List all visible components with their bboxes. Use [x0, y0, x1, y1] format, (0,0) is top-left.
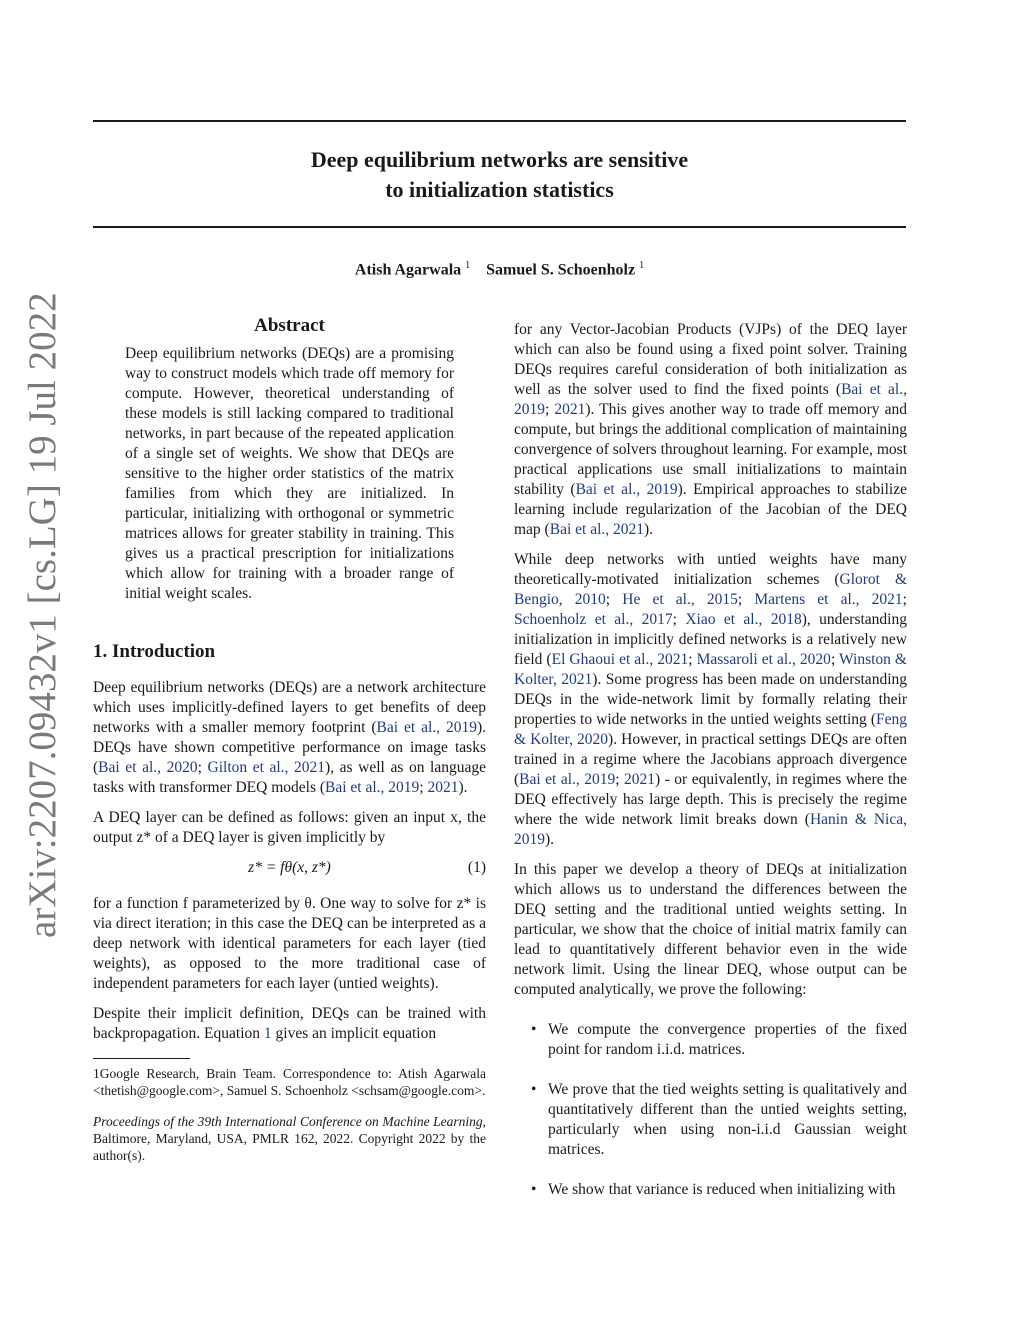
citation-link[interactable]: Bai et al., 2021 — [549, 521, 645, 538]
citation-link[interactable]: 2021 — [554, 401, 586, 418]
section-heading-introduction: 1. Introduction — [93, 641, 216, 662]
citation-link[interactable]: Massaroli et al., 2020 — [696, 651, 831, 668]
text-run: ; — [737, 591, 755, 608]
author-list — [93, 260, 906, 279]
text-run: ), as well as on language tasks with transformer DEQ models ( — [93, 759, 486, 796]
citation-link[interactable]: Feng & Kolter, 2020 — [514, 711, 907, 748]
citation-link[interactable]: Bai et al., 2019 — [376, 719, 477, 736]
text-run: ). However, in practical settings DEQs are often trained in a regime where the Jacobians approach divergence ( — [514, 731, 907, 788]
equation-number: (1) — [467, 859, 486, 876]
title-rule-top — [93, 120, 906, 122]
text-run: ; — [615, 771, 625, 788]
right-paragraph-1 — [514, 320, 907, 540]
left-column — [93, 316, 486, 1164]
text-run: gives an implicit equation — [271, 1025, 437, 1042]
title-line-2: to initialization statistics — [385, 177, 614, 202]
text-run: for any Vector-Jacobian Products (VJPs) of the DEQ layer which can also be found using a fixed point solver. Training DEQs requires careful consideration of both initialization as well as the solver used to find the fixed points ( — [514, 321, 907, 398]
text-run: ; — [197, 759, 208, 776]
citation-link[interactable]: Bai et al., 2020 — [98, 759, 198, 776]
text-run: ). — [458, 779, 468, 796]
text-run: ). — [545, 831, 555, 848]
citation-link[interactable]: Bai et al., 2019 — [519, 771, 616, 788]
intro-paragraph-3: for a function f parameterized by θ. One way to solve for z* is via direct iteration; in this case the DEQ can be interpreted as a deep network with identical parameters for each layer (tied weights), as opposed to the more traditional case of independent parameters for each layer (untied weights). — [93, 895, 486, 992]
title-line-1: Deep equilibrium networks are sensitive — [310, 147, 689, 172]
proceedings-notice — [93, 1113, 486, 1164]
list-item: • We show that variance is reduced when initializing with — [514, 1180, 907, 1200]
text-run: ; — [688, 651, 697, 668]
text-run: ; — [830, 651, 839, 668]
citation-link[interactable]: Winston & Kolter, 2021 — [514, 651, 907, 688]
footnote-rule — [93, 1058, 190, 1059]
author-name: Atish Agarwala — [354, 261, 462, 279]
citation-link[interactable]: Xiao et al., 2018 — [685, 611, 802, 628]
citation-link[interactable]: Hanin & Nica, 2019 — [514, 811, 907, 848]
right-paragraph-3: In this paper we develop a theory of DEQs at initialization which allows us to understand the differences between the DEQ setting and the traditional untied weights setting. In particular, we show that the choice of initial matrix family can lead to quantitatively different behavior even in the wide network limit. Using the linear DEQ, whose output can be computed analytically, we prove the following: — [514, 861, 907, 998]
citation-link[interactable]: He et al., 2015 — [622, 591, 738, 608]
title-rule-bottom — [93, 226, 906, 228]
citation-link[interactable]: 2021 — [427, 779, 459, 796]
abstract-text: Deep equilibrium networks (DEQs) are a promising way to construct models which trade off memory for compute. However, theoretical understanding of these models is still lacking compared to traditional networks, in part because of the repeated application of a single set of weights. We show that DEQs are sensitive to the higher order statistics of the matrix families from which they are initialized. In particular, initializing with orthogonal or symmetric matrices allows for greater stability in training. This gives us a practical prescription for initializations which allow for training with a broader range of initial weight scales. — [125, 345, 454, 602]
citation-link[interactable]: Bai et al., 2019 — [514, 381, 907, 418]
text-run: ; — [545, 401, 555, 418]
citation-link[interactable]: Bai et al., 2019 — [325, 779, 420, 796]
author-affiliation-mark: 1 — [639, 260, 645, 271]
right-paragraph-2 — [514, 550, 907, 850]
text-run: Despite their implicit definition, DEQs can be trained with backpropagation. Equation — [93, 1005, 486, 1042]
citation-link[interactable]: Glorot & Bengio, 2010 — [514, 571, 908, 608]
author-name: Samuel S. Schoenholz — [486, 261, 636, 279]
text-run: ), understanding initialization in implicitly defined networks is a relatively new field ( — [514, 611, 907, 668]
abstract-heading: Abstract — [254, 315, 325, 336]
text-run: ). Some progress has been made on understanding DEQs in the wide-network limit by formally relating their properties to wide networks in the untied weights setting ( — [514, 671, 907, 728]
right-column — [514, 320, 907, 1220]
text-run: ; — [605, 591, 623, 608]
paper-title — [93, 145, 906, 205]
footnote-affiliation: 1Google Research, Brain Team. Correspondence to: Atish Agarwala <thetish@google.com>, Samuel S. Schoenholz <schsam@google.com>. — [93, 1066, 486, 1098]
citation-link[interactable]: Bai et al., 2019 — [575, 481, 678, 498]
text-run: While deep networks with untied weights have many theoretically-motivated initialization schemes ( — [514, 551, 907, 588]
list-item: • We prove that the tied weights setting is qualitatively and quantitatively different than the untied weights setting, particularly when using non-i.i.d Gaussian weight matrices. — [514, 1080, 907, 1160]
text-run: ). — [644, 521, 654, 538]
text-run: ; — [419, 779, 428, 796]
intro-paragraph-4 — [93, 1004, 486, 1044]
text-run: ). Empirical approaches to stabilize learning include regularization of the Jacobian of the DEQ map ( — [514, 481, 907, 538]
list-item: • We compute the convergence properties of the fixed point for random i.i.d. matrices. — [514, 1020, 907, 1060]
equation-body: z* = fθ(x, z*) — [248, 859, 331, 876]
citation-link[interactable]: El Ghaoui et al., 2021 — [551, 651, 689, 668]
text-run: ). DEQs have shown competitive performance on image tasks ( — [93, 719, 486, 776]
citation-link[interactable]: Martens et al., 2021 — [754, 591, 903, 608]
citation-link[interactable]: 2021 — [624, 771, 656, 788]
proceedings-venue: Proceedings of the 39th International Conference on Machine Learning — [93, 1114, 483, 1129]
citation-link[interactable]: Gilton et al., 2021 — [207, 759, 326, 776]
intro-paragraph-1 — [93, 678, 486, 798]
equation-1 — [93, 858, 486, 882]
text-run: ; — [672, 611, 686, 628]
contributions-list — [514, 1020, 907, 1200]
author-affiliation-mark: 1 — [465, 260, 471, 271]
citation-link[interactable]: Schoenholz et al., 2017 — [514, 611, 673, 628]
text-run: Deep equilibrium networks (DEQs) are a network architecture which uses implicitly-defined layers to get benefits of deep networks with a smaller memory footprint ( — [93, 679, 486, 736]
text-run: ) - or equivalently, in regimes where the DEQ effectively has large depth. This is precisely the regime where the wide network limit breaks down ( — [514, 771, 907, 828]
intro-paragraph-2: A DEQ layer can be defined as follows: given an input x, the output z* of a DEQ layer is given implicitly by — [93, 809, 486, 846]
arxiv-identifier: arXiv:2207.09432v1 [cs.LG] 19 Jul 2022 — [21, 292, 64, 938]
text-run: ; — [902, 591, 907, 608]
proceedings-details: , Baltimore, Maryland, USA, PMLR 162, 2022. Copyright 2022 by the author(s). — [93, 1114, 486, 1163]
equation-reference-link[interactable]: 1 — [263, 1025, 272, 1042]
text-run: ). This gives another way to trade off memory and compute, but brings the additional complication of maintaining convergence of solvers throughout learning. For example, most practical applications use small initializations to maintain stability ( — [514, 401, 907, 498]
